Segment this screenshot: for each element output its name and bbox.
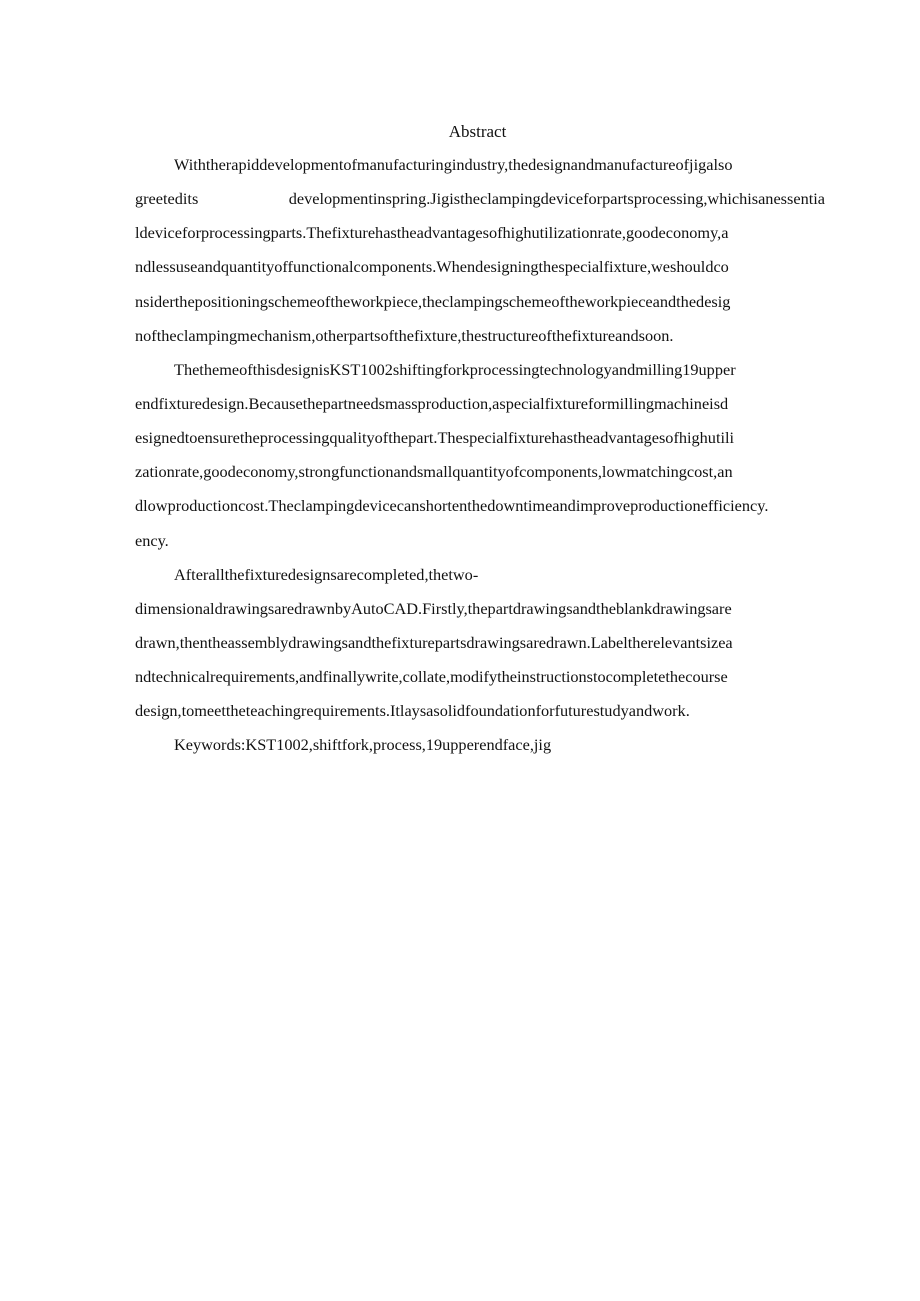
paragraph-2-line-1: ThethemeofthisdesignisKST1002shiftingforkprocessingtechnologyandmilling19upper: [174, 359, 736, 379]
paragraph-1-line-3: ldeviceforprocessingparts.Thefixturehastheadvantagesofhighutilizationrate,goodeconomy,a: [135, 223, 729, 243]
keywords-line: Keywords:KST1002,shiftfork,process,19upperendface,jig: [174, 735, 552, 755]
paragraph-2-line-5: dlowproductioncost.Theclampingdevicecanshortenthedowntimeandimproveproductionefficiency.: [135, 496, 769, 516]
paragraph-2-line-4: zationrate,goodeconomy,strongfunctionandsmallquantityofcomponents,lowmatchingcost,an: [135, 462, 733, 482]
paragraph-1-line-4: ndlessuseandquantityoffunctionalcomponents.Whendesigningthespecialfixture,weshouldco: [135, 257, 729, 277]
paragraph-2-line-3: esignedtoensuretheprocessingqualityofthepart.Thespecialfixturehastheadvantagesofhighutili: [135, 428, 735, 448]
paragraph-1-line-5: nsiderthepositioningschemeoftheworkpiece,theclampingschemeoftheworkpieceandthedesig: [135, 291, 731, 311]
abstract-title: Abstract: [448, 122, 507, 141]
paragraph-1-line-6: noftheclampingmechanism,otherpartsofthefixture,thestructureofthefixtureandsoon.: [135, 325, 674, 345]
abstract-body: [135, 153, 825, 768]
paragraph-1-line-1: Withtherapiddevelopmentofmanufacturingindustry,thedesignandmanufactureofjigalso: [174, 155, 733, 174]
paragraph-2-line-2: endfixturedesign.Becausethepartneedsmassproduction,aspecialfixtureformillingmachineisd: [135, 393, 729, 413]
paragraph-3-line-1: Afterallthefixturedesignsarecompleted,thetwo-: [174, 564, 479, 584]
paragraph-3-line-3: drawn,thentheassemblydrawingsandthefixturepartsdrawingsaredrawn.Labeltherelevantsizea: [135, 632, 733, 652]
paragraph-2-line-6: ency.: [135, 530, 169, 550]
paragraph-1-line-2: greetedits developmentinspring.Jigistheclampingdeviceforpartsprocessing,whichisanessentia: [135, 189, 825, 209]
paragraph-3-line-4: ndtechnicalrequirements,andfinallywrite,collate,modifytheinstructionstocompletethecourse: [135, 667, 728, 687]
paragraph-3-line-2: dimensionaldrawingsaredrawnbyAutoCAD.Firstly,thepartdrawingsandtheblankdrawingsare: [135, 598, 732, 618]
paragraph-3-line-5: design,tomeettheteachingrequirements.Itlaysasolidfoundationforfuturestudyandwork.: [135, 701, 690, 721]
